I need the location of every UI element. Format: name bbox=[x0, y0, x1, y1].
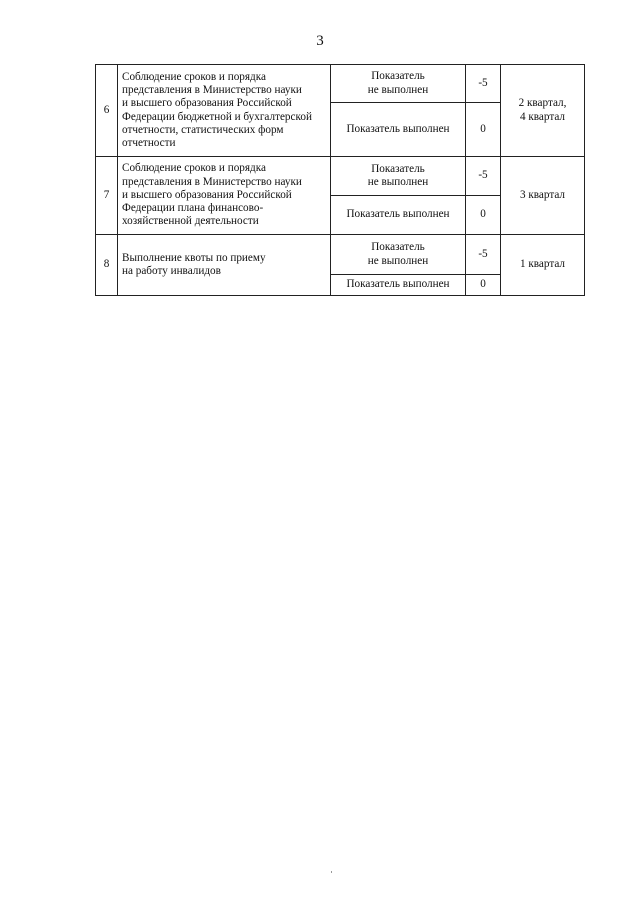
row-number: 6 bbox=[96, 65, 118, 157]
row-number: 8 bbox=[96, 235, 118, 296]
table-row bbox=[96, 65, 585, 103]
status-not-met: Показатель не выполнен bbox=[331, 235, 466, 275]
points-not-met: -5 bbox=[466, 235, 501, 275]
status-not-met: Показатель не выполнен bbox=[331, 65, 466, 103]
status-met: Показатель выполнен bbox=[331, 275, 466, 296]
status-not-met: Показатель не выполнен bbox=[331, 157, 466, 196]
status-met: Показатель выполнен bbox=[331, 103, 466, 157]
reporting-period: 3 квартал bbox=[501, 157, 585, 235]
criterion-description: Соблюдение сроков и порядка представления в Министерство науки и высшего образования Российской Федерации бюджетной и бухгалтерской отчетности, статистических форм отчетности bbox=[118, 65, 331, 157]
reporting-period: 1 квартал bbox=[501, 235, 585, 296]
criterion-description: Выполнение квоты по приему на работу инвалидов bbox=[118, 235, 331, 296]
row-number: 7 bbox=[96, 157, 118, 235]
page-number: 3 bbox=[316, 33, 324, 49]
points-met: 0 bbox=[466, 196, 501, 235]
scan-artifact bbox=[331, 871, 332, 873]
points-met: 0 bbox=[466, 103, 501, 157]
criterion-description: Соблюдение сроков и порядка представления в Министерство науки и высшего образования Российской Федерации плана финансово- хозяйственной деятельности bbox=[118, 157, 331, 235]
points-met: 0 bbox=[466, 275, 501, 296]
criteria-table bbox=[95, 64, 585, 296]
table-row bbox=[96, 157, 585, 196]
table-row bbox=[96, 235, 585, 275]
reporting-period: 2 квартал, 4 квартал bbox=[501, 65, 585, 157]
points-not-met: -5 bbox=[466, 157, 501, 196]
status-met: Показатель выполнен bbox=[331, 196, 466, 235]
points-not-met: -5 bbox=[466, 65, 501, 103]
